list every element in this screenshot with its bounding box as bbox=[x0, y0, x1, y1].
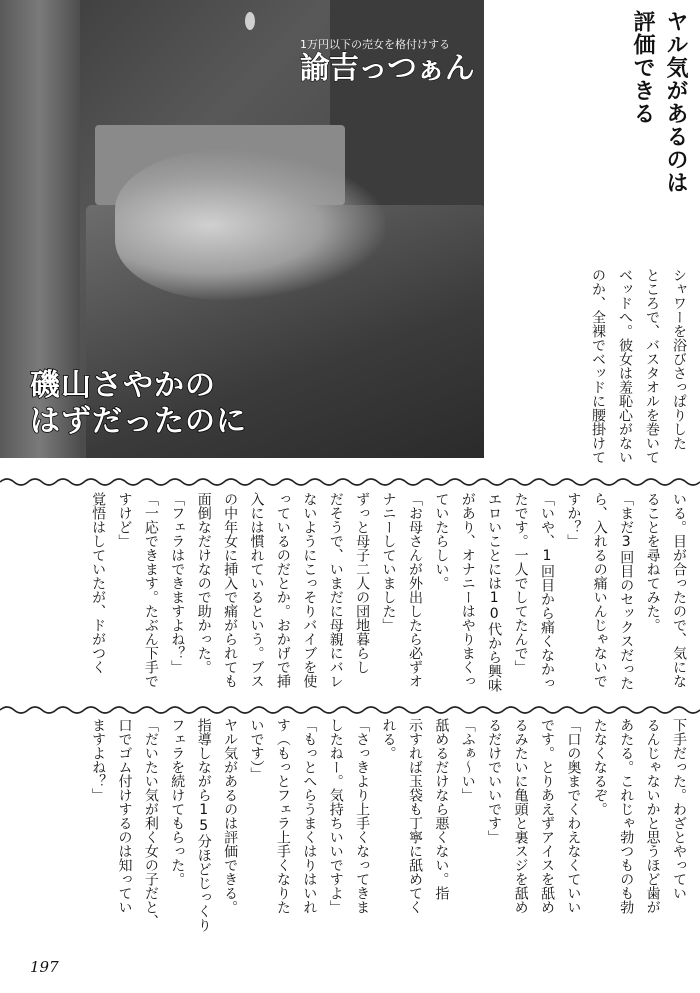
text-line: 指導しながら15分ほどじっくり bbox=[195, 718, 212, 932]
caption-line: はずだったのに bbox=[30, 404, 247, 439]
text-line: すけど」 bbox=[116, 492, 133, 548]
text-line: 舐めるだけなら悪くない。指 bbox=[433, 718, 450, 900]
photo-caption bbox=[30, 368, 247, 440]
text-line: エロいことには10代から興味 bbox=[486, 492, 503, 692]
text-line: ることを尋ねてみた。 bbox=[644, 492, 661, 632]
series-logo bbox=[300, 36, 476, 86]
text-line: 「お母さんが外出したら必ずオ bbox=[406, 492, 423, 688]
text-line: のか、全裸でベッドに腰掛けて bbox=[590, 268, 606, 464]
text-line: 「一応できます。たぶん下手で bbox=[142, 492, 159, 688]
text-line: 「もっとへらうまくはりはいれ bbox=[301, 718, 318, 914]
text-line: るみたいに亀頭と裏スジを舐め bbox=[512, 718, 529, 914]
text-line: す（もっとフェラ上手くなりた bbox=[274, 718, 291, 914]
text-line: の中年女に挿入で痛がられても bbox=[222, 492, 239, 688]
body-column-3 bbox=[0, 718, 692, 956]
text-line: があり、オナニーはやりまくっ bbox=[459, 492, 476, 688]
caption-line: 磯山さやかの bbox=[30, 368, 216, 403]
text-line: 覚悟はしていたが、ドがつく bbox=[90, 492, 107, 674]
text-line: たです。一人でしてたんで」 bbox=[512, 492, 529, 674]
text-line: 口でゴム付けするのは知ってい bbox=[116, 718, 133, 914]
text-line: 入には慣れているという。ブス bbox=[248, 492, 265, 688]
text-line: たなくなるぞ。 bbox=[591, 718, 608, 816]
text-line: 「いや、1回目から痛くなかっ bbox=[538, 492, 555, 690]
bed-photo bbox=[0, 0, 484, 458]
text-line: いです）」 bbox=[248, 718, 265, 781]
section-headline bbox=[482, 10, 692, 250]
text-line: 下手だった。わざとやってい bbox=[671, 718, 687, 900]
text-line: ナニーしていました」 bbox=[380, 492, 397, 632]
photo-clothes bbox=[115, 150, 385, 300]
text-line: れる。 bbox=[380, 718, 397, 760]
text-line: 「さっきより上手くなってきま bbox=[354, 718, 371, 914]
body-column-1 bbox=[492, 268, 692, 472]
logo-tagline: 1万円以下の売女を格付けする bbox=[300, 38, 450, 51]
text-line: るんじゃないかと思うほど歯が bbox=[644, 718, 661, 914]
text-line: シャワーを浴びさっぱりした bbox=[671, 268, 687, 450]
text-line: ヤル気があるのは評価できる。 bbox=[222, 718, 239, 914]
text-line: ていたらしい。 bbox=[433, 492, 450, 590]
headline-line: ヤル気があるのは bbox=[663, 10, 688, 194]
body-column-2 bbox=[0, 492, 692, 704]
text-line: るだけでいいです」 bbox=[486, 718, 503, 844]
text-line: ますよね？」 bbox=[90, 718, 107, 802]
text-line: ら、入れるの痛いんじゃないで bbox=[591, 492, 608, 688]
text-line: ベッドへ。彼女は羞恥心がない bbox=[617, 268, 633, 464]
logo-title: 諭吉っつぁん bbox=[300, 51, 474, 86]
headline-line: 評価できる bbox=[630, 10, 655, 125]
text-line: あたる。これじゃ勃つものも勃 bbox=[618, 718, 635, 914]
text-line: 示すれば玉袋も丁寧に舐めてく bbox=[406, 718, 423, 914]
text-line: いる。目が合ったので、気にな bbox=[671, 492, 687, 688]
text-line: っているのだとか。おかげで挿 bbox=[274, 492, 291, 688]
text-line: したねー。気持ちいいですよ」 bbox=[327, 718, 344, 914]
text-line: ないようにこっそりバイブを使 bbox=[301, 492, 318, 688]
text-line: フェラを続けてもらった。 bbox=[169, 718, 186, 886]
page-number: 197 bbox=[30, 958, 59, 976]
text-line: 面倒なだけなので助かった。 bbox=[195, 492, 212, 674]
text-line: すか？」 bbox=[565, 492, 582, 548]
text-line: 「口の奥までくわえなくていい bbox=[565, 718, 582, 914]
wave-divider-2 bbox=[0, 704, 700, 716]
photo-light bbox=[245, 12, 255, 30]
text-line: 「ふぁ〜い」 bbox=[459, 718, 476, 802]
text-line: ずっと母子二人の団地暮らし bbox=[354, 492, 371, 674]
text-line: 「だいたい気が利く女の子だと、 bbox=[142, 718, 159, 928]
text-line: 「まだ3回目のセックスだった bbox=[618, 492, 635, 690]
wave-divider-1 bbox=[0, 476, 700, 488]
text-line: だそうで、いまだに母親にバレ bbox=[327, 492, 344, 688]
text-line: ところで、バスタオルを巻いて bbox=[644, 268, 660, 464]
text-line: 「フェラはできますよね？」 bbox=[169, 492, 186, 674]
text-line: です。とりあえずアイスを舐め bbox=[538, 718, 555, 914]
